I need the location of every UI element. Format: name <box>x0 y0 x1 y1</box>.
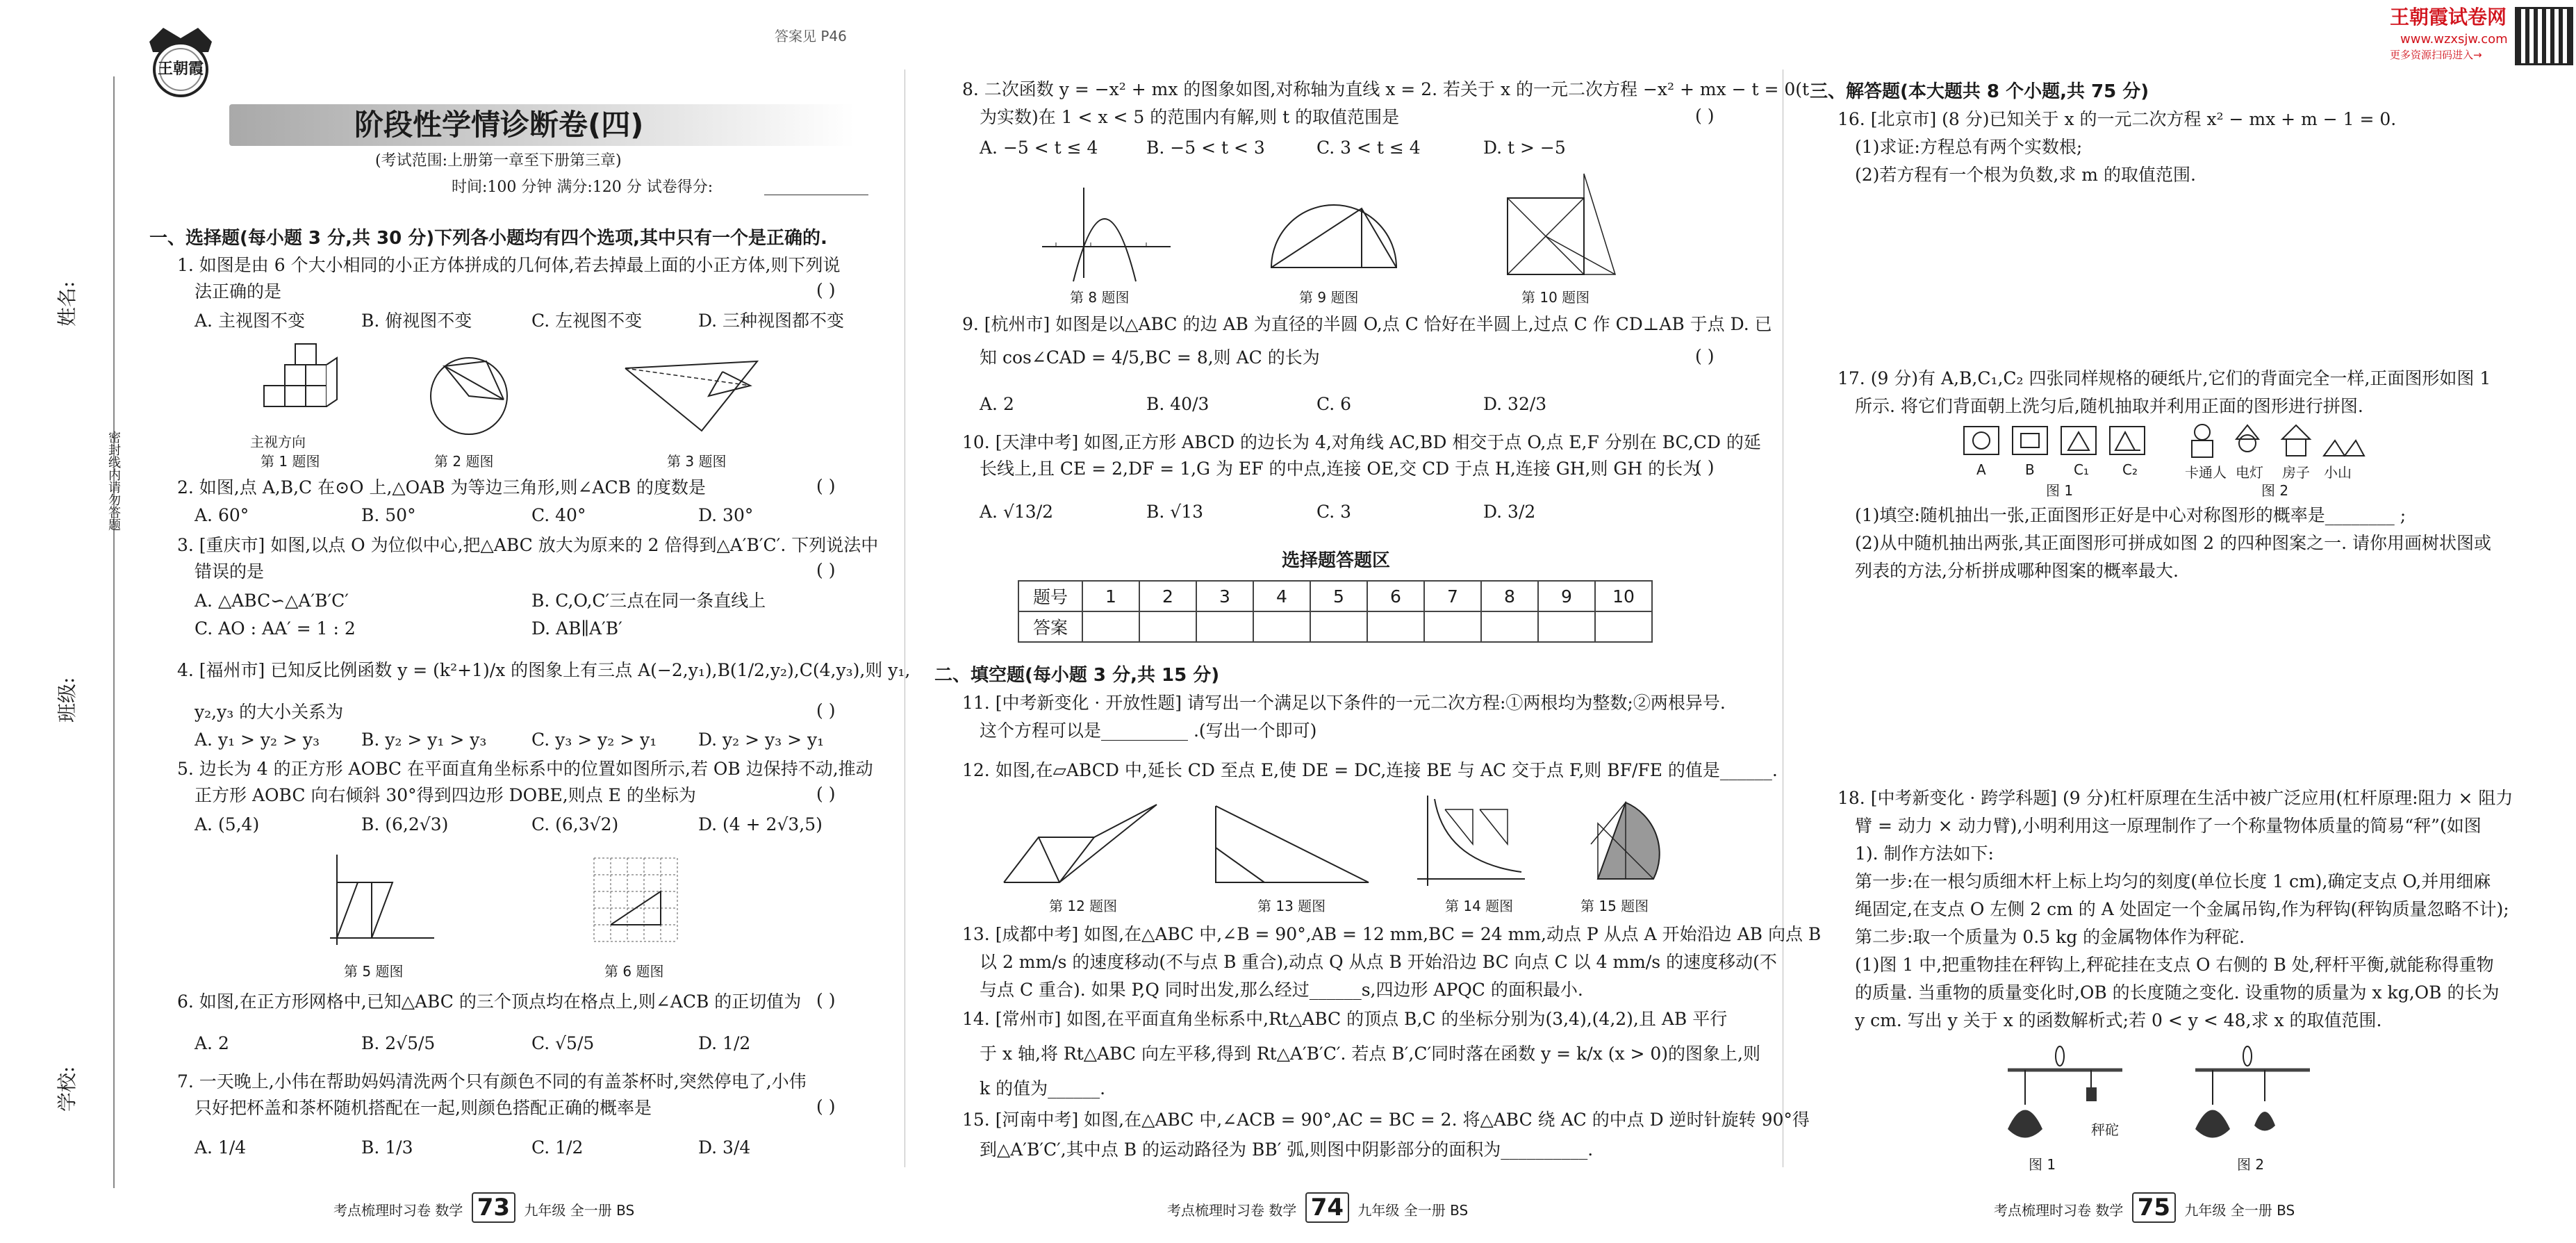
q18-line5: 绳固定,在支点 O 左侧 2 cm 的 A 处固定一个金属吊钩,作为秤钩(秤钩质量忽略不计); <box>1855 899 2509 919</box>
binding-class-label: 班级: <box>56 677 79 723</box>
q18-line3: 1). 制作方法如下: <box>1855 843 1994 864</box>
q8-answer-paren[interactable]: ( ) <box>1695 106 1715 126</box>
binding-margin <box>0 0 121 1243</box>
q6-opt-b: B. 2√5/5 <box>361 1033 436 1053</box>
q4-opt-a: A. y₁ > y₂ > y₃ <box>195 730 320 750</box>
answer-cell[interactable] <box>1082 611 1139 642</box>
binding-seal-text: 密封线内请勿答题 <box>106 431 121 531</box>
q16-line3: (2)若方程有一个根为负数,求 m 的取值范围. <box>1855 165 2196 185</box>
q14-figure-caption: 第 14 题图 <box>1445 898 1514 914</box>
q8-line1: 8. 二次函数 y = −x² + mx 的图象如图,对称轴为直线 x = 2. 若关于 x 的一元二次方程 −x² + mx − t = 0(t <box>962 79 1810 99</box>
answer-table-num: 7 <box>1424 581 1481 611</box>
q9-opt-b: B. 40/3 <box>1146 394 1209 414</box>
answer-table-header-row <box>1018 581 1652 611</box>
q5-opt-b: B. (6,2√3) <box>361 814 449 834</box>
binding-school-label: 学校: <box>56 1066 79 1112</box>
q4-opt-c: C. y₃ > y₂ > y₁ <box>531 730 657 750</box>
answer-cell[interactable] <box>1253 611 1310 642</box>
q17-part1: (1)填空:随机抽出一张,正面图形正好是中心对称图形的概率是________ ; <box>1855 505 2406 525</box>
q7-opt-d: D. 3/4 <box>698 1137 751 1158</box>
q17-fig2-label-3: 房子 <box>2282 464 2310 481</box>
q3-figure-caption: 第 3 题图 <box>667 453 727 470</box>
answer-table-num: 1 <box>1082 581 1139 611</box>
q17-fig2-label-1: 卡通人 <box>2185 464 2227 481</box>
q6-figure-grid <box>594 858 684 948</box>
answer-table-num: 8 <box>1481 581 1538 611</box>
q17-figure2-patterns <box>2185 422 2366 461</box>
q1-figure-direction: 主视方向 <box>250 434 306 450</box>
q1-figure-caption: 第 1 题图 <box>261 453 320 470</box>
q14-figure-hyperbola <box>1417 796 1528 889</box>
q2-figure-circle <box>424 351 514 441</box>
q18-line2: 臂 = 动力 × 动力臂),小明利用这一原理制作了一个称量物体质量的简易“秤”(如图 <box>1855 816 2482 836</box>
q1-line2: 法正确的是 <box>195 281 282 302</box>
q18-line9: y cm. 写出 y 关于 x 的函数解析式;若 0 < y < 48,求 x 的取值范围. <box>1855 1010 2382 1030</box>
answer-table-num: 9 <box>1538 581 1595 611</box>
q17-fig1-caption: 图 1 <box>2046 482 2074 499</box>
q1-figure-cubes <box>257 344 347 427</box>
logo-text: 王朝霞 <box>158 60 204 78</box>
answer-table-row-label: 题号 <box>1018 581 1082 611</box>
q5-figure-caption: 第 5 题图 <box>344 963 404 980</box>
q7-answer-paren[interactable]: ( ) <box>816 1096 836 1117</box>
q12-line1: 12. 如图,在▱ABCD 中,延长 CD 至点 E,使 DE = DC,连接 BE 与 AC 交于点 F,则 BF/FE 的值是______. <box>962 760 1778 780</box>
footer-page-74 <box>1167 1194 1468 1221</box>
answer-cell[interactable] <box>1367 611 1424 642</box>
page-number: 75 <box>2132 1192 2176 1223</box>
footer-right-text: 九年级 全一册 BS <box>1357 1202 1469 1219</box>
q11-line2: 这个方程可以是__________ .(写出一个即可) <box>980 721 1317 741</box>
q2-line1: 2. 如图,点 A,B,C 在⊙O 上,△OAB 为等边三角形,则∠ACB 的度数是 <box>177 477 706 497</box>
footer-left-text: 考点梳理时习卷 数学 <box>1167 1202 1297 1219</box>
page-number: 73 <box>472 1192 515 1223</box>
q9-line2: 知 cos∠CAD = 4/5,BC = 8,则 AC 的长为 <box>980 347 1320 368</box>
answer-table-num: 6 <box>1367 581 1424 611</box>
q17-line2: 所示. 将它们背面朝上洗匀后,随机抽取并利用正面的图形进行拼图. <box>1855 396 2363 416</box>
q5-opt-d: D. (4 + 2√3,5) <box>698 814 823 834</box>
q8-figure-caption: 第 8 题图 <box>1070 289 1130 306</box>
q2-opt-b: B. 50° <box>361 505 416 525</box>
q8-opt-d: D. t > −5 <box>1483 138 1566 158</box>
q6-opt-a: A. 2 <box>195 1033 229 1053</box>
answer-table-num: 5 <box>1310 581 1367 611</box>
q17-part2a: (2)从中随机抽出两张,其正面图形可拼成如图 2 的四种图案之一. 请你用画树状图或 <box>1855 533 2492 553</box>
q10-opt-b: B. √13 <box>1146 502 1204 522</box>
answer-cell[interactable] <box>1424 611 1481 642</box>
answer-cell[interactable] <box>1196 611 1253 642</box>
q9-figure-semicircle <box>1264 198 1403 274</box>
page-number: 74 <box>1305 1192 1349 1223</box>
answer-table-num: 4 <box>1253 581 1310 611</box>
q13-figure-caption: 第 13 题图 <box>1257 898 1326 914</box>
site-url: www.wzxsjw.com <box>2400 32 2508 47</box>
q9-opt-a: A. 2 <box>980 394 1014 414</box>
q12-figure-caption: 第 12 题图 <box>1049 898 1118 914</box>
q5-answer-paren[interactable]: ( ) <box>816 784 836 804</box>
footer-page-75 <box>1994 1194 2295 1221</box>
q18-weight-label: 秤砣 <box>2091 1121 2119 1138</box>
q3-line2: 错误的是 <box>195 561 265 582</box>
q8-opt-a: A. −5 < t ≤ 4 <box>980 138 1098 158</box>
q7-opt-c: C. 1/2 <box>531 1137 584 1158</box>
answer-table-answer-row <box>1018 611 1652 642</box>
page-title: 阶段性学情诊断卷(四) <box>354 108 644 142</box>
q4-opt-b: B. y₂ > y₁ > y₃ <box>361 730 487 750</box>
q18-figure2-steelyard <box>2188 1042 2313 1153</box>
q17-fig2-label-4: 小山 <box>2324 464 2352 481</box>
q7-line2: 只好把杯盖和茶杯随机搭配在一起,则颜色搭配正确的概率是 <box>195 1098 652 1118</box>
q17-fig1-label-c1: C₁ <box>2074 461 2089 478</box>
q17-figure1-cards <box>1963 425 2150 460</box>
q9-opt-c: C. 6 <box>1316 394 1352 414</box>
answer-table-num: 10 <box>1595 581 1652 611</box>
q17-fig1-label-b: B <box>2025 461 2035 478</box>
q4-line1: 4. [福州市] 已知反比例函数 y = (k²+1)/x 的图象上有三点 A(−2,y₁),B(1/2,y₂),C(4,y₃),则 y₁, <box>177 660 911 680</box>
q2-answer-paren[interactable]: ( ) <box>816 476 836 496</box>
q10-answer-paren[interactable]: ( ) <box>1695 457 1715 477</box>
section3-heading: 三、解答题(本大题共 8 个小题,共 75 分) <box>1810 81 2149 102</box>
q17-fig1-label-c2: C₂ <box>2122 461 2138 478</box>
q18-line6: 第二步:取一个质量为 0.5 kg 的金属物体作为秤砣. <box>1855 927 2245 947</box>
q3-figure-homothety <box>618 354 771 445</box>
q2-opt-c: C. 40° <box>531 505 586 525</box>
q13-figure-triangle <box>1209 799 1376 886</box>
q6-opt-c: C. √5/5 <box>531 1033 595 1053</box>
q16-line1: 16. [北京市] (8 分)已知关于 x 的一元二次方程 x² − mx + m − 1 = 0. <box>1838 109 2397 129</box>
answer-table <box>1018 580 1653 643</box>
site-name: 王朝霞试卷网 <box>2390 6 2507 28</box>
q6-figure-caption: 第 6 题图 <box>604 963 664 980</box>
q10-opt-c: C. 3 <box>1316 502 1352 522</box>
q2-figure-caption: 第 2 题图 <box>434 453 494 470</box>
q1-opt-c: C. 左视图不变 <box>531 311 643 331</box>
binding-name-label: 姓名: <box>56 281 79 327</box>
q5-line2: 正方形 AOBC 向右倾斜 30°得到四边形 DOBE,则点 E 的坐标为 <box>195 785 696 805</box>
logo <box>142 21 219 97</box>
q7-opt-a: A. 1/4 <box>195 1137 247 1158</box>
answer-reference: 答案见 P46 <box>775 28 847 44</box>
q9-opt-d: D. 32/3 <box>1483 394 1547 414</box>
q3-opt-d: D. AB∥A′B′ <box>531 618 622 639</box>
q4-opt-d: D. y₂ > y₃ > y₁ <box>698 730 825 750</box>
q12-figure-parallelogram <box>997 799 1164 889</box>
exam-scope: (考试范围:上册第一章至下册第三章) <box>375 152 622 170</box>
q3-opt-c: C. AO : AA′ = 1 : 2 <box>195 618 356 639</box>
q8-opt-b: B. −5 < t < 3 <box>1146 138 1265 158</box>
q15-line2: 到△A′B′C′,其中点 B 的运动路径为 BB′ 弧,则图中阴影部分的面积为__________. <box>980 1139 1594 1160</box>
answer-table-row-label: 答案 <box>1018 611 1082 642</box>
q17-fig2-caption: 图 2 <box>2261 482 2289 499</box>
section2-heading: 二、填空题(每小题 3 分,共 15 分) <box>934 665 1220 686</box>
q3-answer-paren[interactable]: ( ) <box>816 560 836 580</box>
footer-right-text: 九年级 全一册 BS <box>524 1202 635 1219</box>
q5-opt-c: C. (6,3√2) <box>531 814 619 834</box>
q17-line1: 17. (9 分)有 A,B,C₁,C₂ 四张同样规格的硬纸片,它们的背面完全一样,正面图形如图 1 <box>1838 368 2491 388</box>
footer-left-text: 考点梳理时习卷 数学 <box>333 1202 463 1219</box>
q10-figure-square <box>1501 170 1619 281</box>
q10-figure-caption: 第 10 题图 <box>1521 289 1590 306</box>
q1-opt-a: A. 主视图不变 <box>195 311 305 331</box>
answer-cell[interactable] <box>1538 611 1595 642</box>
q4-line2: y₂,y₃ 的大小关系为 <box>195 702 344 722</box>
q9-figure-caption: 第 9 题图 <box>1299 289 1359 306</box>
q14-line3: k 的值为______. <box>980 1078 1106 1098</box>
q8-line2: 为实数)在 1 < x < 5 的范围内有解,则 t 的取值范围是 <box>980 107 1400 127</box>
footer-page-73 <box>333 1194 634 1221</box>
q18-line1: 18. [中考新变化 · 跨学科题] (9 分)杠杆原理在生活中被广泛应用(杠杆原理:阻力 × 阻力 <box>1838 788 2513 808</box>
q6-answer-paren[interactable]: ( ) <box>816 990 836 1010</box>
q3-line1: 3. [重庆市] 如图,以点 O 为位似中心,把△ABC 放大为原来的 2 倍得到△A′B′C′. 下列说法中 <box>177 535 879 555</box>
q2-opt-a: A. 60° <box>195 505 249 525</box>
answer-table-num: 3 <box>1196 581 1253 611</box>
q10-line1: 10. [天津中考] 如图,正方形 ABCD 的边长为 4,对角线 AC,BD 相交于点 O,点 E,F 分别在 BC,CD 的延 <box>962 432 1761 452</box>
footer-right-text: 九年级 全一册 BS <box>2184 1202 2295 1219</box>
q5-opt-a: A. (5,4) <box>195 814 260 834</box>
q17-part2b: 列表的方法,分析拼成哪种图案的概率最大. <box>1855 561 2179 581</box>
exam-time-info: 时间:100 分钟 满分:120 分 试卷得分: <box>452 179 713 196</box>
q15-line1: 15. [河南中考] 如图,在△ABC 中,∠ACB = 90°,AC = BC = 2. 将△ABC 绕 AC 的中点 D 逆时针旋转 90°得 <box>962 1110 1810 1130</box>
q13-line3: 与点 C 重合). 如果 P,Q 同时出发,那么经过______s,四边形 APQC 的面积最小. <box>980 980 1583 1000</box>
q13-line2: 以 2 mm/s 的速度移动(不与点 B 重合),动点 Q 从点 B 开始沿边 BC 向点 C 以 4 mm/s 的速度移动(不 <box>980 952 1777 972</box>
q1-line1: 1. 如图是由 6 个大小相同的小正方体拼成的几何体,若去掉最上面的小正方体,则下列说 <box>177 255 841 275</box>
q18-fig1-caption: 图 1 <box>2029 1156 2056 1173</box>
q18-line7: (1)图 1 中,把重物挂在秤钩上,秤砣挂在支点 O 右侧的 B 处,秤杆平衡,就能称得重物 <box>1855 955 2494 975</box>
q18-fig2-caption: 图 2 <box>2237 1156 2265 1173</box>
q5-line1: 5. 边长为 4 的正方形 AOBC 在平面直角坐标系中的位置如图所示,若 OB 边保持不动,推动 <box>177 759 873 779</box>
answer-cell[interactable] <box>1139 611 1196 642</box>
footer-left-text: 考点梳理时习卷 数学 <box>1994 1202 2124 1219</box>
q17-fig1-label-a: A <box>1976 461 1986 478</box>
q11-line1: 11. [中考新变化 · 开放性题] 请写出一个满足以下条件的一元二次方程:①两根均为整数;②两根异号. <box>962 693 1726 713</box>
q14-line2: 于 x 轴,将 Rt△ABC 向左平移,得到 Rt△A′B′C′. 若点 B′,C′同时落在函数 y = k/x (x > 0)的图象上,则 <box>980 1044 1760 1064</box>
q5-figure-square <box>316 851 441 948</box>
q6-line1: 6. 如图,在正方形网格中,已知△ABC 的三个顶点均在格点上,则∠ACB 的正切值为 <box>177 991 802 1012</box>
q18-line4: 第一步:在一根匀质细木杆上标上均匀的刻度(单位长度 1 cm),确定支点 O,并用细麻 <box>1855 871 2491 891</box>
q16-line2: (1)求证:方程总有两个实数根; <box>1855 137 2083 157</box>
q1-opt-b: B. 俯视图不变 <box>361 311 472 331</box>
q1-opt-d: D. 三种视图都不变 <box>698 311 845 331</box>
q4-answer-paren[interactable]: ( ) <box>816 700 836 721</box>
q9-line1: 9. [杭州市] 如图是以△ABC 的边 AB 为直径的半圆 O,点 C 恰好在半圆上,过点 C 作 CD⊥AB 于点 D. 已 <box>962 314 1772 334</box>
q7-line1: 7. 一天晚上,小伟在帮助妈妈清洗两个只有颜色不同的有盖茶杯时,突然停电了,小伟 <box>177 1071 807 1092</box>
q7-opt-b: B. 1/3 <box>361 1137 413 1158</box>
q3-opt-b: B. C,O,C′三点在同一条直线上 <box>531 591 766 611</box>
q2-opt-d: D. 30° <box>698 505 754 525</box>
q15-figure-caption: 第 15 题图 <box>1580 898 1649 914</box>
q18-line8: 的质量. 当重物的质量变化时,OB 的长度随之变化. 设重物的质量为 x kg,OB 的长为 <box>1855 982 2500 1003</box>
site-slogan: 更多资源扫码进入→ <box>2390 49 2482 61</box>
q15-figure-rotation <box>1577 796 1674 889</box>
q8-figure-parabola <box>1042 184 1174 281</box>
answer-cell[interactable] <box>1310 611 1367 642</box>
q6-opt-d: D. 1/2 <box>698 1033 751 1053</box>
answer-table-num: 2 <box>1139 581 1196 611</box>
q17-fig2-label-2: 电灯 <box>2236 464 2263 481</box>
q8-opt-c: C. 3 < t ≤ 4 <box>1316 138 1421 158</box>
q13-line1: 13. [成都中考] 如图,在△ABC 中,∠B = 90°,AB = 12 mm,BC = 24 mm,动点 P 从点 A 开始沿边 AB 向点 B <box>962 924 1822 944</box>
section1-heading: 一、选择题(每小题 3 分,共 30 分)下列各小题均有四个选项,其中只有一个是正确的. <box>149 228 827 249</box>
answer-table-title: 选择题答题区 <box>1282 550 1391 571</box>
q3-opt-a: A. △ABC∽△A′B′C′ <box>195 591 349 611</box>
q14-line1: 14. [常州市] 如图,在平面直角坐标系中,Rt△ABC 的顶点 B,C 的坐标分别为(3,4),(4,2),且 AB 平行 <box>962 1009 1728 1029</box>
answer-cell[interactable] <box>1595 611 1652 642</box>
qr-code-icon[interactable] <box>2515 7 2573 65</box>
q10-line2: 长线上,且 CE = 2,DF = 1,G 为 EF 的中点,连接 OE,交 CD 于点 H,连接 GH,则 GH 的长为 <box>980 459 1701 479</box>
q10-opt-a: A. √13/2 <box>980 502 1054 522</box>
answer-cell[interactable] <box>1481 611 1538 642</box>
q1-answer-paren[interactable]: ( ) <box>816 280 836 300</box>
q9-answer-paren[interactable]: ( ) <box>1695 346 1715 366</box>
q10-opt-d: D. 3/2 <box>1483 502 1536 522</box>
